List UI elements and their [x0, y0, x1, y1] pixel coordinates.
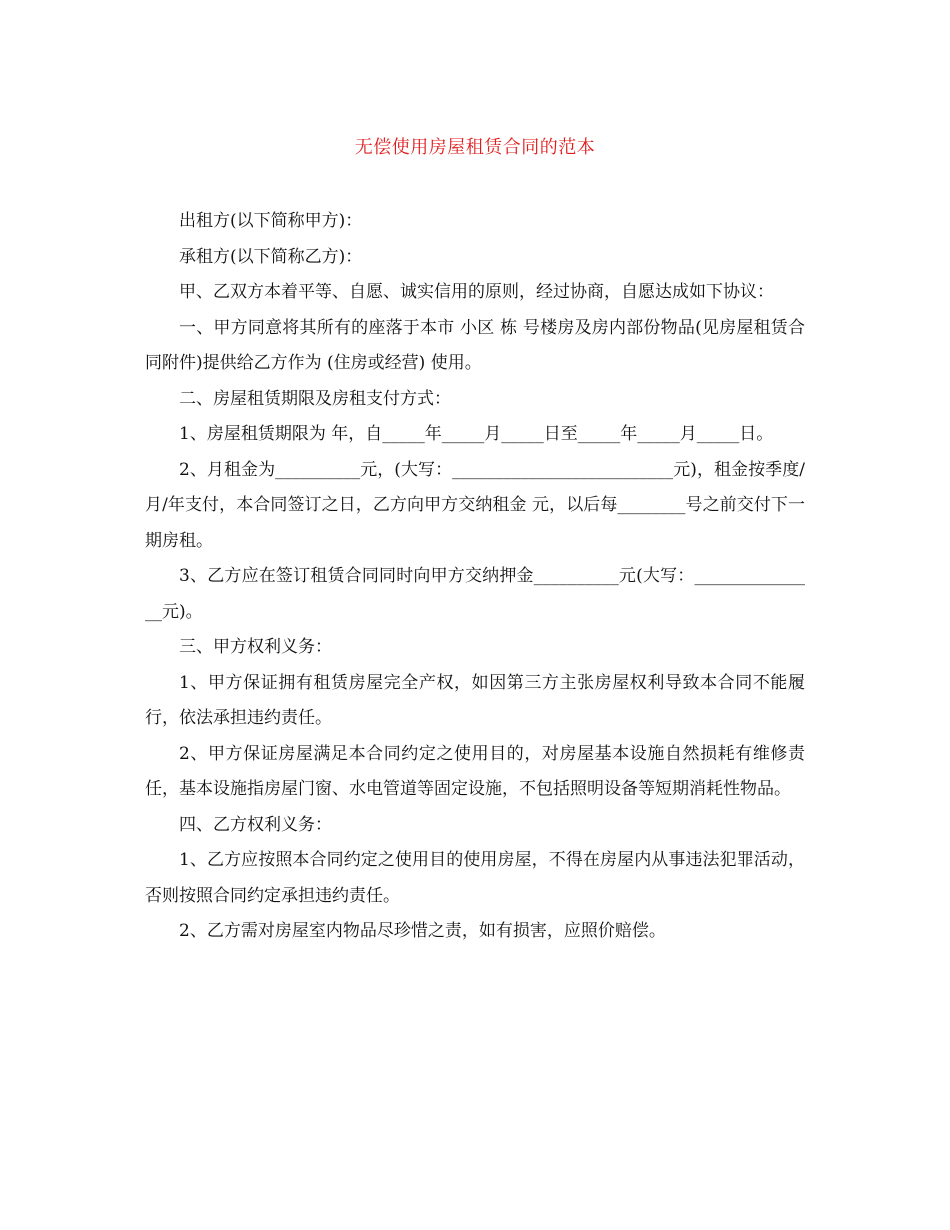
document-body [145, 204, 805, 950]
paragraph-lessor: 出租方(以下简称甲方)： [179, 211, 363, 231]
document-title: 无偿使用房屋租赁合同的范本 [354, 137, 596, 158]
paragraph-preamble: 甲、乙双方本着平等、自愿、诚实信用的原则，经过协商，自愿达成如下协议： [179, 282, 774, 302]
paragraph-2-1: 1、房屋租赁期限为 年，自_____年_____月_____日至_____年_____月_____日。 [179, 424, 774, 444]
paragraph-4-1: 1、乙方应按照本合同约定之使用目的使用房屋，不得在房屋内从事违法犯罪活动，否则按照合同约定承担违约责任。 [145, 850, 805, 906]
paragraph-2-2: 2、月租金为__________元，(大写：__________________________元)，租金按季度/月/年支付，本合同签订之日，乙方向甲方交纳租金 元，以后每________号之前交付下一期房租。 [145, 459, 805, 551]
paragraph-4-2: 2、乙方需对房屋室内物品尽珍惜之责，如有损害，应照价赔偿。 [179, 921, 666, 941]
paragraph-3-1: 1、甲方保证拥有租赁房屋完全产权，如因第三方主张房屋权利导致本合同不能履行，依法承担违约责任。 [145, 672, 805, 728]
paragraph-lessee: 承租方(以下简称乙方)： [179, 246, 363, 267]
section-heading-3: 三、甲方权利义务： [179, 637, 332, 657]
section-heading-4: 四、乙方权利义务： [179, 814, 332, 835]
section-heading-2: 二、房屋租赁期限及房租支付方式： [179, 388, 451, 409]
paragraph-clause-1: 一、甲方同意将其所有的座落于本市 小区 栋 号楼房及房内部份物品(见房屋租赁合同附件)提供给乙方作为 (住房或经营) 使用。 [145, 317, 805, 373]
paragraph-3-2: 2、甲方保证房屋满足本合同约定之使用目的，对房屋基本设施自然损耗有维修责任，基本设施指房屋门窗、水电管道等固定设施，不包括照明设备等短期消耗性物品。 [145, 743, 805, 799]
paragraph-2-3: 3、乙方应在签订租赁合同同时向甲方交纳押金__________元(大写：_______________元)。 [145, 566, 805, 622]
